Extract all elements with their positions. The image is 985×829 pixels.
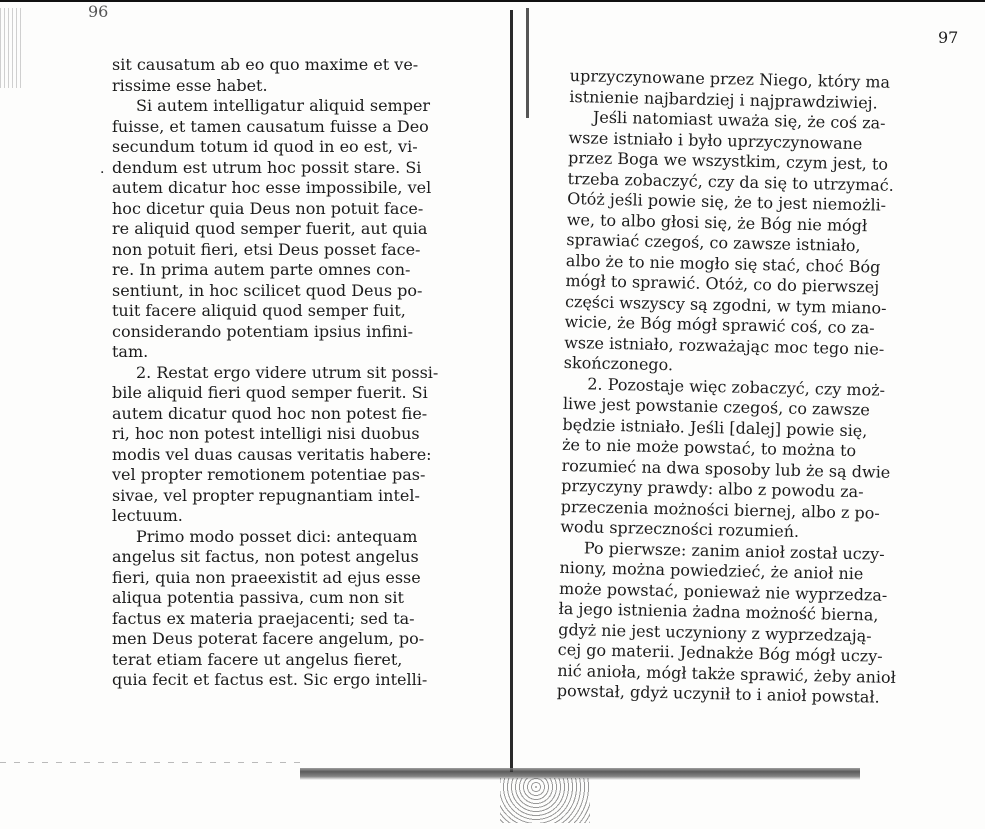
scan-top-border <box>0 0 985 2</box>
text-line: uprzyczynowane przez Niego, który ma <box>569 66 891 92</box>
text-line: sit causatum ab eo quo maxime et ve- <box>112 55 419 74</box>
text-line: istnienie najbardziej i najprawdziwiej. <box>569 86 878 112</box>
text-line: lectuum. <box>112 506 183 525</box>
text-line: re aliquid quod semper fuerit, aut quia <box>112 219 428 238</box>
margin-dot: · <box>100 165 105 181</box>
text-line: terat etiam facere ut angelus fieret, <box>112 649 403 669</box>
text-line: fuisse, et tamen causatum fuisse a Deo <box>112 116 429 136</box>
text-line: quia fecit et factus est. Sic ergo intelli- <box>112 670 428 689</box>
text-line: niony, można powiedzieć, że anioł nie <box>559 557 864 584</box>
text-line: fieri, quia non praeexistit ad ejus esse <box>112 567 421 587</box>
left-page-number: 96 <box>88 2 109 21</box>
polish-text-column <box>557 66 920 709</box>
text-line: secundum totum id quod in eo est, vi- <box>112 137 418 156</box>
text-line: przeczenia możności biernej, albo z po- <box>560 496 880 523</box>
text-line: sivae, vel propter repugnantiam intel- <box>112 485 420 505</box>
text-line: considerando potentiam ipsius infini- <box>112 321 414 341</box>
text-line: re. In prima autem parte omnes con- <box>112 260 411 279</box>
text-line: Si autem intelligatur aliquid semper <box>136 96 431 115</box>
text-line: wodu sprzeczności rozumień. <box>560 516 800 541</box>
text-line: tuit facere aliquid quod semper fuit, <box>112 301 406 320</box>
text-line: 2. Pozostaje więc zobaczyć, czy moż- <box>587 373 886 400</box>
text-line: albo że to nie mogło się stać, choć Bóg <box>565 250 881 277</box>
book-gutter <box>510 10 513 772</box>
text-line: Jeśli natomiast uważa się, że coś za- <box>592 107 886 133</box>
text-line: non potuit fieri, etsi Deus posset face- <box>112 239 421 259</box>
text-line: 2. Restat ergo videre utrum sit possi- <box>136 362 439 382</box>
text-line: tam. <box>112 342 149 361</box>
scan-noise <box>500 778 590 823</box>
text-line: we, to albo głosi się, że Bóg nie mógł <box>566 209 868 235</box>
text-line: może powstać, ponieważ nie wyprzedza- <box>558 578 888 605</box>
text-line: autem dicatur quod hoc non potest fie- <box>112 403 428 423</box>
text-line: Otóż jeśli powie się, że to jest niemożli- <box>567 188 887 215</box>
text-line: powstał, gdyż uczynił to i anioł powstał. <box>556 680 880 707</box>
text-line: cej go materii. Jednakże Bóg mógł uczy- <box>557 639 883 666</box>
text-line: ri, hoc non potest intelligi nisi duobus <box>112 424 420 443</box>
text-line: angelus sit factus, non potest angelus <box>112 547 419 566</box>
text-line: modis vel duas causas veritatis habere: <box>112 444 432 464</box>
text-line: hoc dicetur quia Deus non potuit face- <box>112 198 424 218</box>
text-line: trzeba zobaczyć, czy da się to utrzymać. <box>567 168 895 195</box>
text-line: rissime esse habet. <box>112 75 268 95</box>
text-line: Primo modo posset dici: antequam <box>136 526 418 546</box>
text-line: sentiunt, in hoc scilicet quod Deus po- <box>112 280 423 300</box>
text-line: mógł to sprawić. Otóż, co do pierwszej <box>565 270 880 297</box>
text-line: men Deus poterat facere angelum, po- <box>112 629 425 648</box>
text-line: factus ex materia praejacenti; sed ta- <box>112 608 415 628</box>
text-line: nić anioła, mógł także sprawić, żeby anioł <box>557 660 897 687</box>
right-page-number: 97 <box>938 28 959 47</box>
text-line: przez Boga we wszystkim, czym jest, to <box>567 147 889 174</box>
text-line: przyczyny prawdy: albo z powodu za- <box>561 475 864 502</box>
text-line: skończonego. <box>563 352 674 375</box>
text-line: ła jego istnienia żadna możność bierna, <box>558 598 879 625</box>
text-line: autem dicatur hoc esse impossibile, vel <box>112 178 432 197</box>
text-line: wsze istniało i było uprzyczynowane <box>568 127 863 153</box>
scan-left-edge <box>0 8 22 88</box>
text-line: liwe jest powstanie czegoś, co zawsze <box>562 393 871 420</box>
text-line: wicie, że Bóg mógł sprawić coś, co za- <box>564 311 875 338</box>
text-line: vel propter remotionem potentiae pas- <box>112 465 426 484</box>
text-line: aliqua potentia passiva, cum non sit <box>112 588 404 607</box>
latin-text-column <box>112 55 468 691</box>
text-line: wsze istniało, rozważając moc tego nie- <box>564 332 885 359</box>
gutter-shadow <box>526 8 529 118</box>
text-line: rozumieć na dwa sposoby lub że są dwie <box>561 455 891 482</box>
text-line: sprawiać czegoś, co zawsze istniało, <box>566 229 861 256</box>
text-line: dendum est utrum hoc possit stare. Si <box>112 157 422 177</box>
text-line: Po pierwsze: zanim anioł został uczy- <box>583 537 885 564</box>
text-line: gdyż nie jest uczyniony z wyprzedzają- <box>558 619 872 645</box>
text-line: bile aliquid fieri quod semper fuerit. Si <box>112 383 428 402</box>
text-line: będzie istniało. Jeśli [dalej] powie się, <box>562 414 868 440</box>
scan-bottom-edge <box>0 762 300 763</box>
text-line: części wszyscy są zgodni, w tym miano- <box>564 291 887 318</box>
text-line: że to nie może powstać, to można to <box>561 434 857 461</box>
